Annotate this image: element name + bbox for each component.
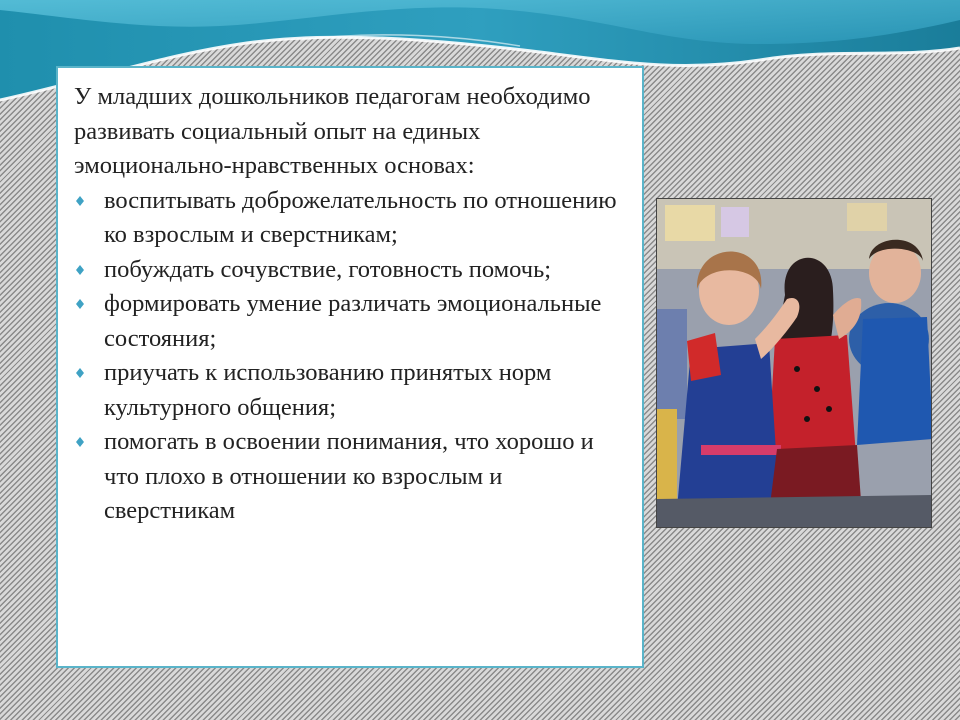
diamond-bullet-icon [76,265,84,275]
diamond-bullet-icon [76,437,84,447]
list-item [74,253,628,288]
list-item [74,287,628,356]
diamond-bullet-icon [76,196,84,206]
list-item [74,184,628,253]
bullet-text: приучать к использованию принятых норм культурного общения; [104,359,552,421]
diamond-bullet-icon [76,368,84,378]
bullet-text: воспитывать доброжелательность по отношению ко взрослым и сверстникам; [104,186,617,248]
children-photo [656,198,932,528]
bullet-list [74,184,628,529]
bullet-text: побуждать сочувствие, готовность помочь; [104,255,552,283]
list-item [74,356,628,425]
diamond-bullet-icon [76,299,84,309]
bullet-text: формировать умение различать эмоциональные состояния; [104,290,602,352]
bullet-text: помогать в освоении понимания, что хорошо и что плохо в отношении ко взрослым и сверстникам [104,428,594,524]
content-text-box [56,66,644,668]
list-item [74,425,628,529]
intro-paragraph: У младших дошкольников педагогам необходимо развивать социальный опыт на единых эмоционально-нравственных основах: [74,83,591,179]
